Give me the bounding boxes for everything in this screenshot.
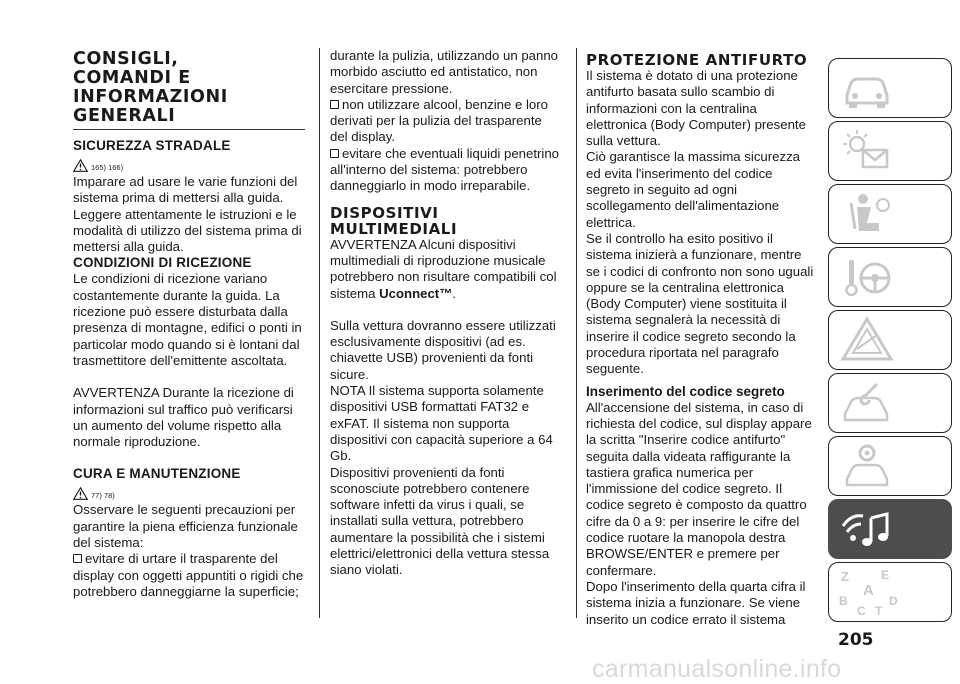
tab-index[interactable] — [828, 562, 952, 622]
title-rule — [73, 129, 305, 130]
paragraph: Leggere attentamente le istruzioni e le modalità di utilizzo del sistema prima di mettersi alla guida. — [73, 206, 302, 255]
bullet-item — [330, 146, 562, 195]
index-letter: D — [889, 594, 898, 608]
bullet-item — [330, 97, 562, 146]
tab-start-drive[interactable] — [828, 247, 952, 307]
warning-refs — [73, 155, 305, 172]
gear-car-icon — [837, 441, 897, 491]
column-1 — [73, 50, 305, 600]
watermark: carmanualsonline.info — [592, 655, 842, 683]
warning-refs — [73, 483, 305, 500]
section-heading-ricezione: CONDIZIONI DI RICEZIONE — [73, 255, 252, 271]
sun-envelope-icon — [837, 126, 897, 176]
multimedia-music-icon — [837, 504, 897, 554]
paragraph: Dispositivi provenienti da fonti sconosciute potrebbero contenere software infetti da virus i quali, se installati sulla vettura, potrebbero aumentare la possibilità che i sistemi elettrici/elettronici della vettura stessa siano violati. — [330, 464, 550, 578]
warning-triangle-icon — [73, 487, 88, 500]
section-heading-cura: CURA E MANUTENZIONE — [73, 466, 241, 482]
bullet-text: evitare di urtare il trasparente del display con oggetti appuntiti o rigidi che potrebbero danneggiarne la superficie; — [73, 551, 304, 599]
bullet-text: evitare che eventuali liquidi penetrino all'interno del sistema: potrebbero danneggiarlo in modo irreparabile. — [330, 145, 560, 194]
section-title-multimedia — [330, 205, 562, 237]
paragraph: AVVERTENZA Durante la ricezione di informazioni sul traffico può verificarsi un aumento del volume rispetto alla normale riproduzione. — [73, 385, 294, 450]
tab-emergency[interactable] — [828, 310, 952, 370]
page-number: 205 — [838, 630, 874, 650]
section-title-line: MULTIMEDIALI — [330, 219, 458, 238]
subheading-codice: Inserimento del codice segreto — [586, 383, 785, 399]
car-icon — [837, 63, 897, 113]
spacer — [330, 302, 562, 318]
paragraph: Le condizioni di ricezione variano costantemente durante la guida. La ricezione può essere disturbata dalla presenza di montagne, edifici o ponti in particolar modo quando si è lontani dal trasmettitore dell'emittente ascoltata. — [73, 271, 302, 368]
tab-lights-messages[interactable] — [828, 121, 952, 181]
index-letter: Z — [841, 569, 849, 584]
chapter-title — [73, 50, 305, 126]
bullet-icon — [330, 100, 339, 109]
section-title-line: DISPOSITIVI — [330, 203, 439, 222]
tab-car[interactable] — [828, 58, 952, 118]
bullet-icon — [73, 554, 82, 563]
spacer — [73, 369, 305, 385]
tab-maintenance[interactable] — [828, 373, 952, 433]
tab-technical-data[interactable] — [828, 436, 952, 496]
paragraph: Se il controllo ha esito positivo il sistema inizierà a funzionare, mentre se i codici di confronto non sono uguali oppure se la centralina elettronica (Body Computer) viene sostituita il sistema segnalerà la necessità di inserire il codice segreto secondo la procedura riportata nel paragrafo seguente. — [586, 230, 814, 377]
paragraph: Imparare ad usare le varie funzioni del sistema prima di mettersi alla guida. — [73, 174, 298, 206]
chapter-title-line: GENERALI — [73, 106, 176, 126]
bullet-item — [73, 551, 305, 600]
tab-multimedia[interactable] — [828, 499, 952, 559]
index-letters-icon — [837, 567, 917, 617]
index-letter: B — [839, 594, 848, 608]
index-letter: A — [863, 582, 874, 599]
key-steering-icon — [837, 252, 897, 302]
wrench-car-icon — [837, 378, 897, 428]
section-title-antifurto: PROTEZIONE ANTIFURTO — [586, 51, 808, 69]
tab-safety[interactable] — [828, 184, 952, 244]
paragraph: Il sistema è dotato di una protezione antifurto basata sullo scambio di informazioni con la centralina elettronica (Body Computer) presente sulla vettura. — [586, 68, 806, 149]
paragraph: Osservare le seguenti precauzioni per garantire la piena efficienza funzionale del sistema: — [73, 502, 298, 551]
paragraph: durante la pulizia, utilizzando un panno morbido asciutto ed antistatico, non esercitare pressione. — [330, 48, 559, 96]
warning-triangle-icon — [837, 315, 897, 365]
seat-airbag-icon — [837, 189, 897, 239]
warning-ref-numbers: 165) 166) — [91, 163, 124, 172]
index-letter: E — [881, 568, 890, 582]
column-divider — [576, 48, 577, 618]
paragraph: Ciò garantisce la massima sicurezza ed evita l'inserimento del codice segreto in seguito ad ogni scollegamento dell'alimentazione elettrica. — [586, 149, 801, 230]
chapter-title-line: COMANDI E — [73, 68, 191, 88]
text-span: AVVERTENZA Alcuni dispositivi multimediali di riproduzione musicale potrebbero non risultare compatibili col sistema — [330, 236, 557, 301]
paragraph: Sulla vettura dovranno essere utilizzati esclusivamente dispositivi (ad es. chiavette USB) provenienti da fonti sicure. — [330, 317, 556, 382]
chapter-title-line: CONSIGLI, — [73, 49, 179, 69]
text-span: . — [452, 285, 457, 301]
bullet-text: non utilizzare alcool, benzine e loro derivati per la pulizia del trasparente del display. — [330, 96, 548, 145]
chapter-title-line: INFORMAZIONI — [73, 87, 228, 107]
index-letter: C — [857, 604, 866, 617]
column-2 — [330, 48, 562, 579]
warning-ref-numbers: 77) 78) — [91, 491, 115, 501]
paragraph: NOTA Il sistema supporta solamente dispositivi USB formattati FAT32 e exFAT. Il sistema non supporta dispositivi con capacità superiore a 64 Gb. — [330, 383, 553, 464]
paragraph: All'accensione del sistema, in caso di richiesta del codice, sul display appare la scritta "Inserire codice antifurto" seguita dalla videata raffigurante la tastiera grafica numerica per l'immissione del codice segreto. Il codice segreto è composto da quattro cifre da 0 a 9: per inserire le cifre del codice ruotare la manopola destra BROWSE/ENTER e premere per confermare. — [586, 399, 812, 578]
column-3 — [586, 52, 818, 628]
warning-triangle-icon — [73, 159, 88, 172]
brand-name: Uconnect™ — [379, 285, 453, 301]
bullet-icon — [330, 149, 339, 158]
index-letter: T — [875, 604, 883, 617]
paragraph — [330, 237, 562, 302]
spacer — [73, 450, 305, 466]
column-divider — [319, 48, 320, 618]
paragraph: Dopo l'inserimento della quarta cifra il sistema inizia a funzionare. Se viene inserito un codice errato il sistema — [586, 578, 806, 627]
section-heading-sicurezza: SICUREZZA STRADALE — [73, 138, 231, 153]
